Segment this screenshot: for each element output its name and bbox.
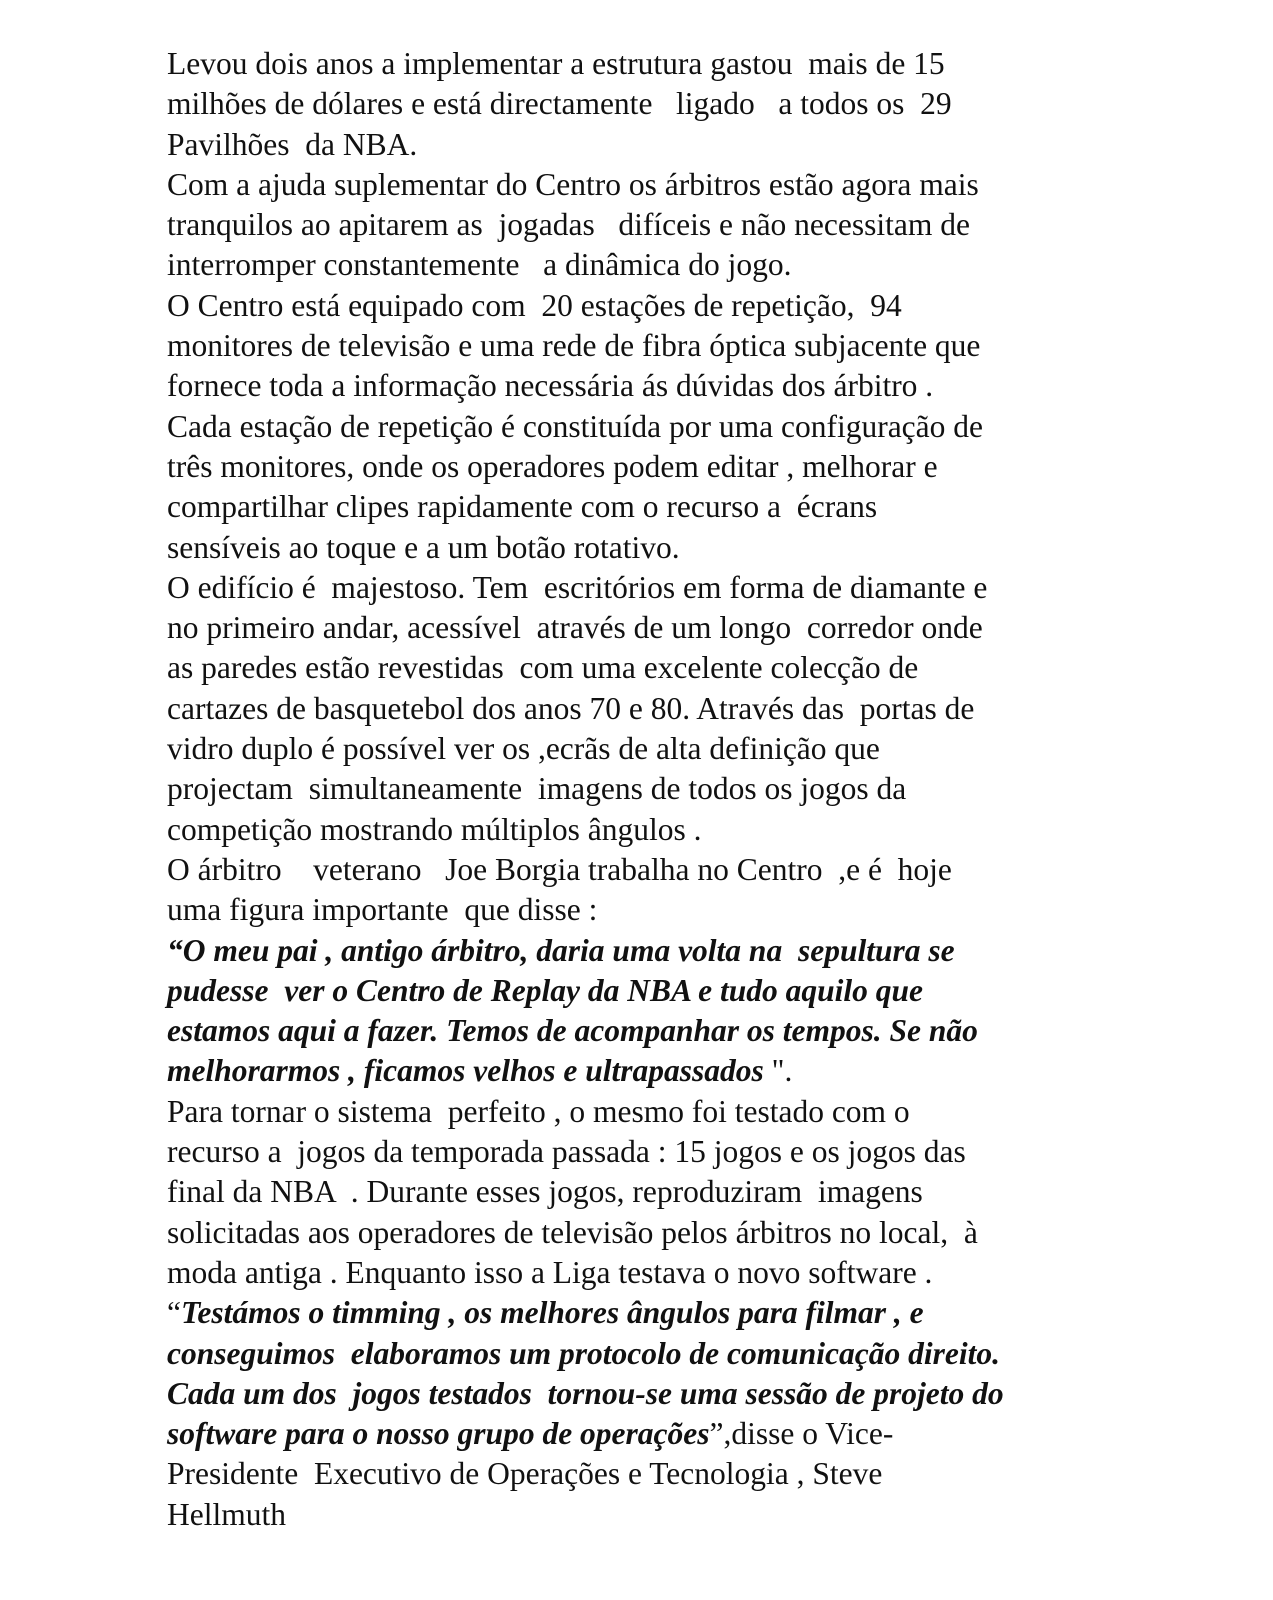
text-line bbox=[167, 931, 1227, 971]
body-text: Para tornar o sistema perfeito , o mesmo foi testado com o bbox=[167, 1093, 910, 1129]
quote-text: estamos aqui a fazer. Temos de acompanhar os tempos. Se não bbox=[167, 1013, 978, 1049]
text-line bbox=[167, 850, 1227, 890]
body-text: projectam simultaneamente imagens de todos os jogos da bbox=[167, 771, 907, 807]
text-line bbox=[167, 608, 1227, 648]
body-text: O árbitro veterano Joe Borgia trabalha no Centro ,e é hoje bbox=[167, 851, 952, 887]
text-line bbox=[167, 729, 1227, 769]
body-text: final da NBA . Durante esses jogos, reproduziram imagens bbox=[167, 1174, 923, 1210]
document-body bbox=[167, 44, 1227, 1535]
quote-text: conseguimos elaboramos um protocolo de comunicação direito. bbox=[167, 1335, 1000, 1371]
text-line bbox=[167, 1414, 1227, 1454]
body-text: solicitadas aos operadores de televisão pelos árbitros no local, à bbox=[167, 1214, 978, 1250]
body-text: milhões de dólares e está directamente ligado a todos os 29 bbox=[167, 86, 952, 122]
body-text: as paredes estão revestidas com uma excelente colecção de bbox=[167, 650, 919, 686]
body-text: competição mostrando múltiplos ângulos . bbox=[167, 811, 702, 847]
text-line bbox=[167, 1172, 1227, 1212]
text-line bbox=[167, 1334, 1227, 1374]
body-text: O Centro está equipado com 20 estações de repetição, 94 bbox=[167, 287, 902, 323]
text-line bbox=[167, 1253, 1227, 1293]
quote-text: Testámos o timming , os melhores ângulos para filmar , e bbox=[180, 1295, 924, 1331]
body-text: compartilhar clipes rapidamente com o recurso a écrans bbox=[167, 489, 878, 525]
text-line bbox=[167, 1092, 1227, 1132]
body-text: Hellmuth bbox=[167, 1496, 286, 1532]
body-text: ". bbox=[763, 1053, 793, 1089]
text-line bbox=[167, 890, 1227, 930]
text-line bbox=[167, 366, 1227, 406]
body-text: monitores de televisão e uma rede de fibra óptica subjacente que bbox=[167, 328, 981, 364]
text-line bbox=[167, 487, 1227, 527]
text-line bbox=[167, 286, 1227, 326]
body-text: O edifício é majestoso. Tem escritórios em forma de diamante e bbox=[167, 569, 988, 605]
text-line bbox=[167, 528, 1227, 568]
text-line bbox=[167, 1213, 1227, 1253]
text-line bbox=[167, 1011, 1227, 1051]
text-line bbox=[167, 1293, 1227, 1333]
text-line bbox=[167, 810, 1227, 850]
text-line bbox=[167, 769, 1227, 809]
body-text: no primeiro andar, acessível através de um longo corredor onde bbox=[167, 610, 983, 646]
body-text: Cada estação de repetição é constituída por uma configuração de bbox=[167, 408, 984, 444]
body-text: Pavilhões da NBA. bbox=[167, 126, 418, 162]
text-line bbox=[167, 447, 1227, 487]
body-text: Com a ajuda suplementar do Centro os árbitros estão agora mais bbox=[167, 166, 979, 202]
text-line bbox=[167, 125, 1227, 165]
body-text: vidro duplo é possível ver os ,ecrãs de alta definição que bbox=[167, 731, 880, 767]
body-text: uma figura importante que disse : bbox=[167, 892, 598, 928]
quote-text: melhorarmos , ficamos velhos e ultrapassados bbox=[167, 1053, 764, 1089]
text-line bbox=[167, 1454, 1227, 1494]
body-text: Levou dois anos a implementar a estrutura gastou mais de 15 bbox=[167, 46, 945, 81]
text-line bbox=[167, 205, 1227, 245]
body-text: sensíveis ao toque e a um botão rotativo. bbox=[167, 529, 680, 565]
body-text: recurso a jogos da temporada passada : 15 jogos e os jogos das bbox=[167, 1134, 966, 1170]
body-text: “ bbox=[167, 1295, 181, 1331]
body-text: cartazes de basquetebol dos anos 70 e 80. Através das portas de bbox=[167, 690, 975, 726]
quote-text: “O meu pai , antigo árbitro, daria uma volta na sepultura se bbox=[167, 932, 955, 968]
quote-text: software para o nosso grupo de operações bbox=[167, 1416, 710, 1452]
text-line bbox=[167, 971, 1227, 1011]
body-text: ”,disse o Vice- bbox=[709, 1416, 894, 1452]
text-line bbox=[167, 1051, 1227, 1091]
text-line bbox=[167, 326, 1227, 366]
text-line bbox=[167, 84, 1227, 124]
text-line bbox=[167, 648, 1227, 688]
text-line bbox=[167, 44, 1227, 84]
text-line bbox=[167, 407, 1227, 447]
text-line bbox=[167, 1495, 1227, 1535]
text-line bbox=[167, 165, 1227, 205]
text-line bbox=[167, 245, 1227, 285]
text-line bbox=[167, 568, 1227, 608]
body-text: três monitores, onde os operadores podem editar , melhorar e bbox=[167, 448, 938, 484]
text-line bbox=[167, 689, 1227, 729]
quote-text: pudesse ver o Centro de Replay da NBA e tudo aquilo que bbox=[167, 972, 923, 1008]
body-text: Presidente Executivo de Operações e Tecnologia , Steve bbox=[167, 1456, 883, 1492]
text-line bbox=[167, 1374, 1227, 1414]
body-text: interromper constantemente a dinâmica do jogo. bbox=[167, 247, 792, 283]
quote-text: Cada um dos jogos testados tornou-se uma sessão de projeto do bbox=[167, 1375, 1004, 1411]
body-text: moda antiga . Enquanto isso a Liga testava o novo software . bbox=[167, 1254, 933, 1290]
text-line bbox=[167, 1132, 1227, 1172]
body-text: fornece toda a informação necessária ás dúvidas dos árbitro . bbox=[167, 368, 934, 404]
body-text: tranquilos ao apitarem as jogadas difíceis e não necessitam de bbox=[167, 207, 970, 243]
